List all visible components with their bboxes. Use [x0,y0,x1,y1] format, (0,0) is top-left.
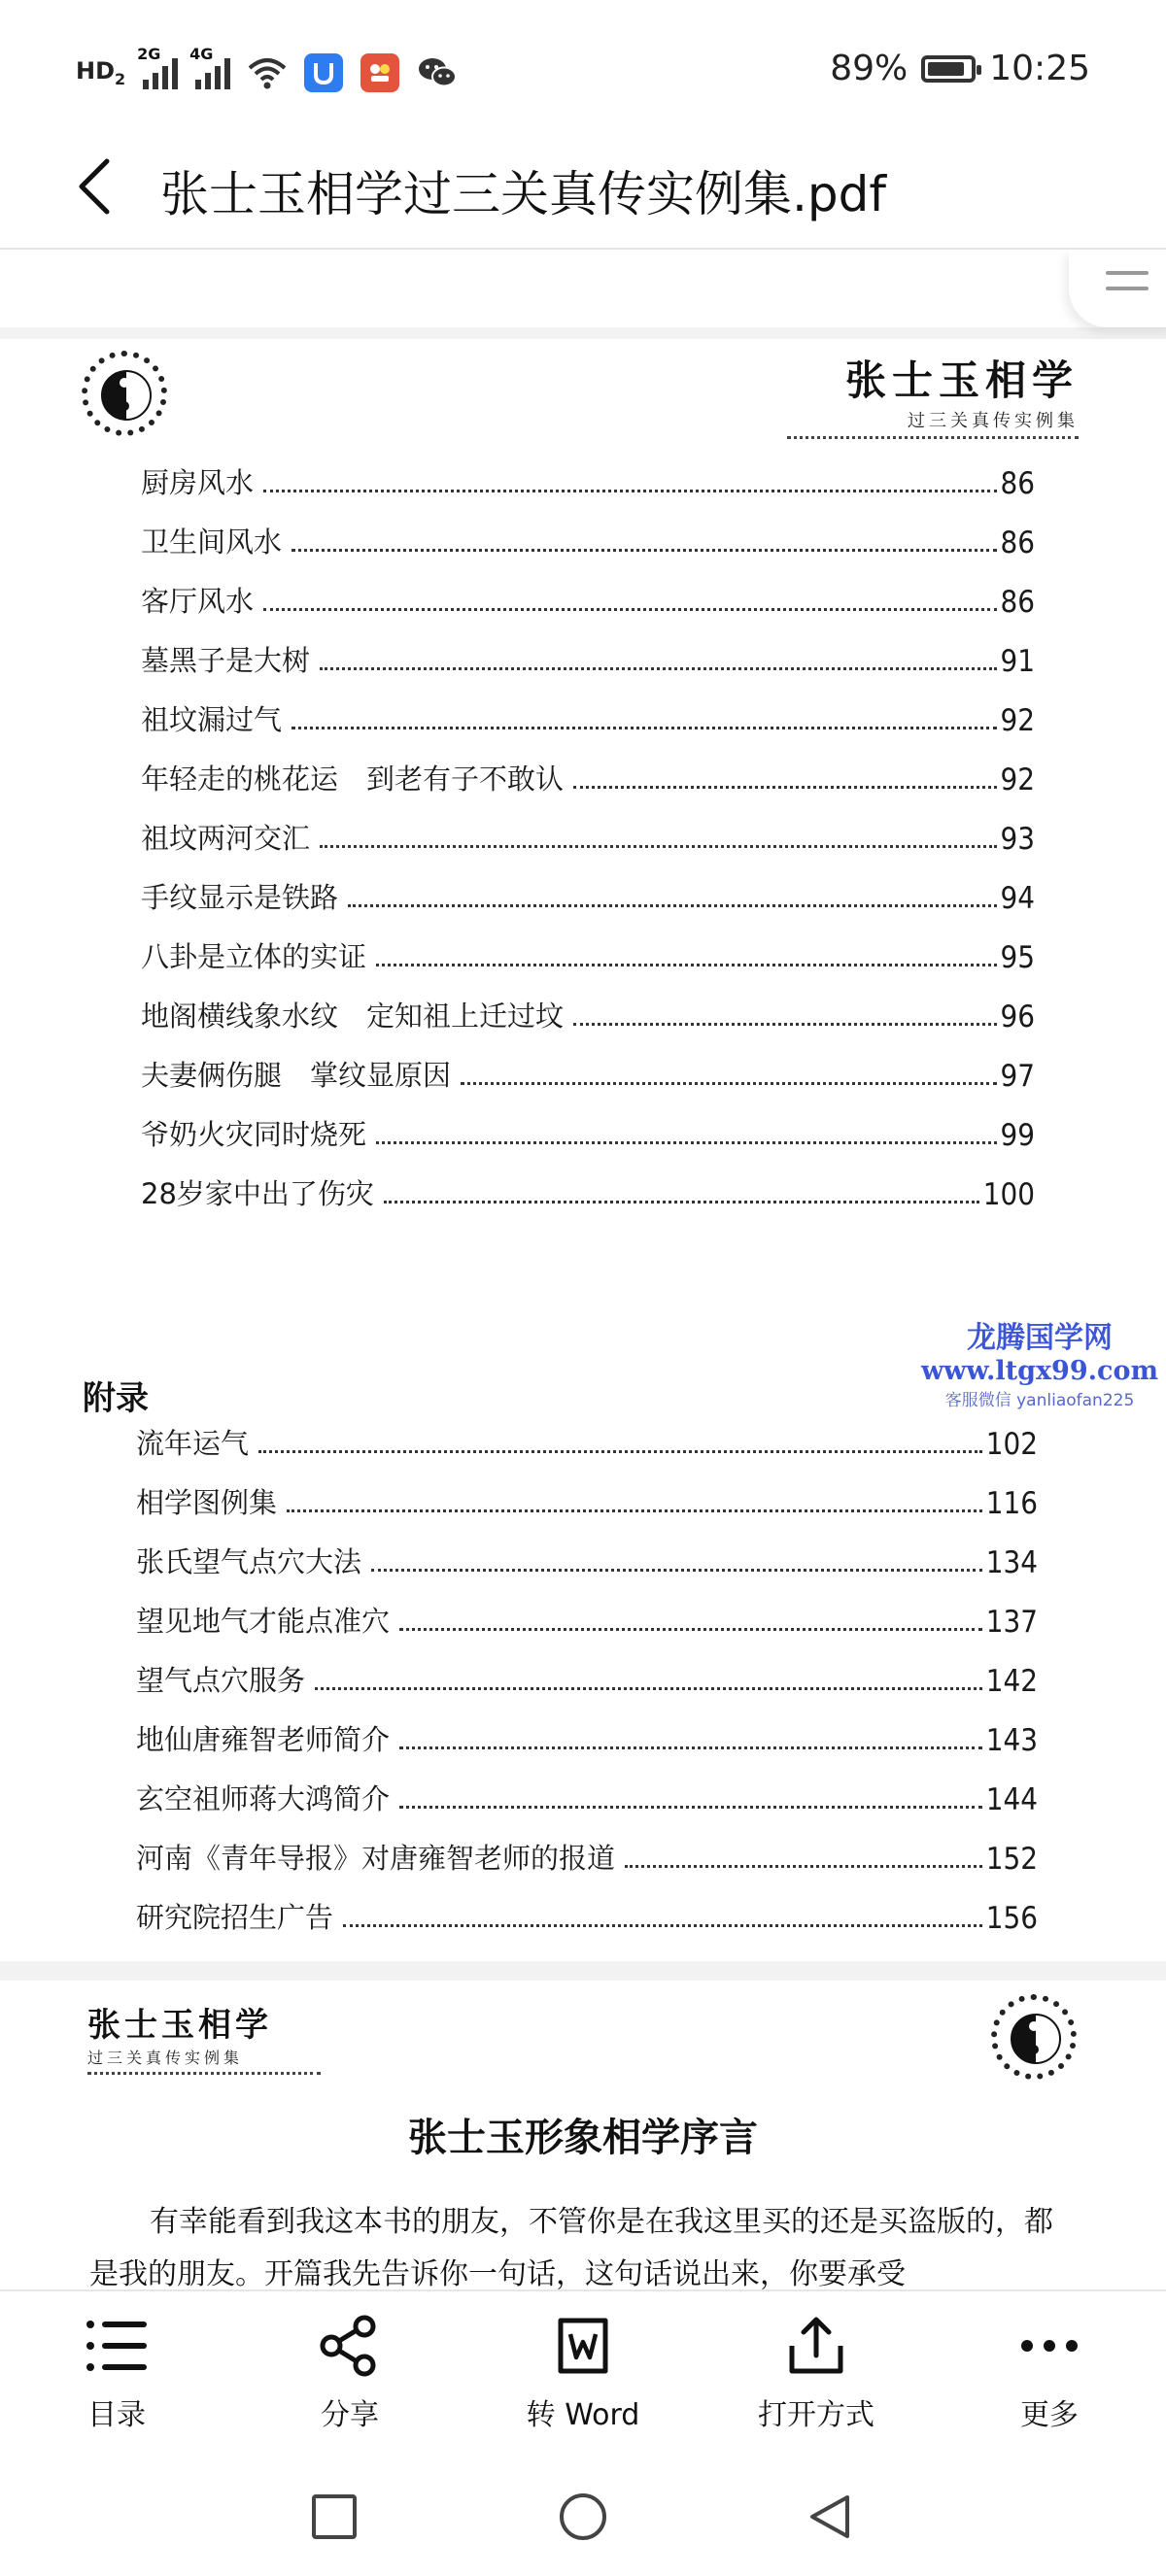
brand-subtitle-2: 过三关真传实例集 [87,2049,244,2067]
app-title-bar [0,126,1166,250]
watermark-contact: 客服微信 yanliaofan225 [944,1391,1135,1410]
recent-apps-icon[interactable] [309,2491,360,2542]
signal-4g-icon [189,45,230,89]
toc-leader-dots [399,1746,982,1749]
toc-entry[interactable] [136,1896,1038,1936]
toc-leader-dots [376,1141,997,1144]
toc-button[interactable] [19,2315,214,2433]
app-notification-blue-icon [304,53,343,92]
toc-entry-title: 相学图例集 [136,1486,278,1519]
share-label: 分享 [321,2398,379,2432]
toc-entry-page: 96 [1000,1000,1035,1034]
toc-entry-page: 137 [985,1605,1038,1640]
toc-leader-dots [399,1806,982,1809]
toc-entry[interactable] [141,521,1035,560]
toc-leader-dots [315,1687,982,1690]
toc-entry[interactable] [136,1718,1038,1758]
toc-entry-page: 86 [1000,525,1035,560]
toc-entry[interactable] [141,1054,1035,1094]
page-header-brand [787,349,1079,439]
brand-title-2: 张士玉相学 [87,2006,272,2045]
signal-2g-icon [137,45,178,89]
toc-entry-title: 研究院招生广告 [136,1901,334,1934]
previous-page-edge [0,250,1166,327]
toc-leader-dots [461,1082,997,1085]
toc-entry-page: 134 [985,1545,1038,1580]
preface-title: 张士玉形象相学序言 [408,2116,758,2160]
toc-leader-dots [399,1628,982,1631]
preface-body: 有幸能看到我这本书的朋友，不管你是在我这里买的还是买盗版的，都是我的朋友。开篇我先告诉你一句话，这句话说出来，你要承受 [89,2205,1053,2289]
toc-entry[interactable] [141,817,1035,857]
toc-label: 目录 [87,2398,146,2432]
status-bar [0,0,1166,146]
toc-entry-title: 夫妻俩伤腿 掌纹显原因 [141,1059,452,1092]
toc-entry[interactable] [141,580,1035,620]
toc-entry-title: 玄空祖师蒋大鸿简介 [136,1782,391,1815]
brand-subtitle: 过三关真传实例集 [908,411,1079,431]
clock: 10:25 [989,49,1090,88]
open-with-label: 打开方式 [758,2398,874,2432]
toc-leader-dots [625,1865,982,1868]
wifi-icon [248,56,287,89]
toc-leader-dots [320,667,997,670]
watermark-url: www.ltgx99.com [920,1356,1159,1386]
brand-title: 张士玉相学 [844,356,1079,404]
system-nav-bar [0,2464,1166,2576]
toc-entry[interactable] [141,639,1035,679]
toc-entry[interactable] [136,1778,1038,1817]
toc-entry[interactable] [136,1600,1038,1640]
status-left [76,45,458,92]
toc-entry-title: 客厅风水 [141,585,255,618]
toc-entry[interactable] [141,935,1035,975]
toc-entry-page: 93 [1000,822,1035,857]
toc-leader-dots [263,608,997,611]
list-icon [83,2315,151,2377]
hd-indicator: $HD_2$ [76,57,126,88]
toc-entry-page: 86 [1000,466,1035,501]
convert-word-button[interactable] [486,2315,680,2433]
battery-icon [921,55,976,83]
toc-entry-title: 张氏望气点穴大法 [136,1545,362,1578]
more-label: 更多 [1020,2398,1079,2432]
status-right [830,49,1090,88]
open-with-icon [782,2315,850,2377]
toc-leader-dots [573,1023,997,1026]
toc-entry-page: 143 [985,1723,1038,1758]
convert-word-label: 转 Word [526,2398,640,2432]
toc-entry[interactable] [141,876,1035,916]
toc-entry-page: 152 [985,1842,1038,1877]
toc-entry-title: 地仙唐雍智老师简介 [136,1723,391,1756]
toc-entry[interactable] [141,461,1035,501]
toc-entry-title: 八卦是立体的实证 [141,940,367,973]
toc-entry-title: 河南《青年导报》对唐雍智老师的报道 [136,1842,616,1875]
toc-entry-page: 92 [1000,763,1035,797]
toc-entry-title: 地阁横线象水纹 定知祖上迁过坟 [141,1000,565,1033]
app-notification-red-icon [360,53,399,92]
toc-entry-page: 116 [985,1486,1038,1521]
toc-entry-title: 卫生间风水 [141,525,283,559]
toc-leader-dots [320,845,997,848]
toc-entry[interactable] [136,1481,1038,1521]
toc-entry-title: 厨房风水 [141,466,255,499]
toc-entry-title: 望气点穴服务 [136,1664,306,1697]
signal-2g-label: 2G [137,45,161,63]
share-button[interactable] [253,2315,447,2433]
toc-leader-dots [573,786,997,789]
toc-entry-page: 156 [985,1901,1038,1936]
toc-entry-page: 144 [985,1782,1038,1817]
wechat-icon [417,55,458,90]
taiji-logo-icon-2 [991,1994,1077,2080]
toc-entry-title: 流年运气 [136,1427,250,1460]
document-page-next [0,1981,1166,2289]
taiji-logo-icon [82,351,167,436]
toc-entry-page: 100 [982,1177,1035,1212]
toc-entry-title: 28岁家中出了伤灾 [141,1177,374,1210]
toc-entry-title: 祖坟两河交汇 [141,822,311,855]
toc-entry[interactable] [136,1422,1038,1462]
toc-entry[interactable] [141,698,1035,738]
toc-entry[interactable] [141,758,1035,797]
appendix-heading: 附录 [83,1379,149,1418]
toc-entry-page: 92 [1000,703,1035,738]
toc-leader-dots [384,1201,979,1203]
toc-entry-title: 年轻走的桃花运 到老有子不敢认 [141,763,565,796]
more-icon [1015,2315,1083,2377]
nav-back-icon[interactable] [805,2491,855,2542]
toc-entry-title: 墓黑子是大树 [141,644,311,677]
bottom-toolbar [0,2289,1166,2466]
open-with-button[interactable] [719,2315,913,2433]
page-header-brand-2 [87,1998,321,2075]
share-icon [316,2315,384,2377]
toc-entry[interactable] [141,1113,1035,1153]
document-viewer[interactable] [0,250,1166,2289]
toc-leader-dots [348,904,997,907]
toc-entry-page: 95 [1000,940,1035,975]
toc-entry-page: 99 [1000,1118,1035,1153]
watermark-site-name: 龙腾国学网 [967,1321,1113,1355]
home-icon[interactable] [556,2491,610,2546]
toc-leader-dots [287,1509,982,1512]
toc-leader-dots [263,490,997,492]
toc-entry-page: 142 [985,1664,1038,1699]
toc-entry-title: 手纹显示是铁路 [141,881,339,914]
signal-4g-label: 4G [189,45,214,63]
toc-entry[interactable] [136,1541,1038,1580]
document-page [0,339,1166,1961]
toc-leader-dots [292,727,997,729]
toc-leader-dots [371,1569,982,1572]
toc-entry-page: 86 [1000,585,1035,620]
toc-entry[interactable] [136,1837,1038,1877]
toc-entry-page: 91 [1000,644,1035,679]
more-button[interactable] [952,2315,1147,2433]
word-convert-icon [549,2315,617,2377]
toc-float-button[interactable] [1069,250,1166,327]
toc-entry-title: 爷奶火灾同时烧死 [141,1118,367,1151]
back-arrow-icon[interactable] [70,155,124,218]
toc-entry-page: 102 [985,1427,1038,1462]
battery-percent: 89% [830,49,909,88]
toc-entry[interactable] [141,1172,1035,1212]
toc-leader-dots [292,549,997,552]
toc-entry-title: 望见地气才能点准穴 [136,1605,391,1638]
toc-leader-dots [258,1450,982,1453]
toc-leader-dots [376,964,997,966]
toc-entry-title: 祖坟漏过气 [141,703,283,736]
toc-entry[interactable] [141,995,1035,1034]
document-title: 张士玉相学过三关真传实例集.pdf [160,166,886,222]
toc-entry[interactable] [136,1659,1038,1699]
toc-leader-dots [343,1924,982,1927]
toc-entry-page: 97 [1000,1059,1035,1094]
site-watermark [918,1313,1161,1410]
toc-entry-page: 94 [1000,881,1035,916]
